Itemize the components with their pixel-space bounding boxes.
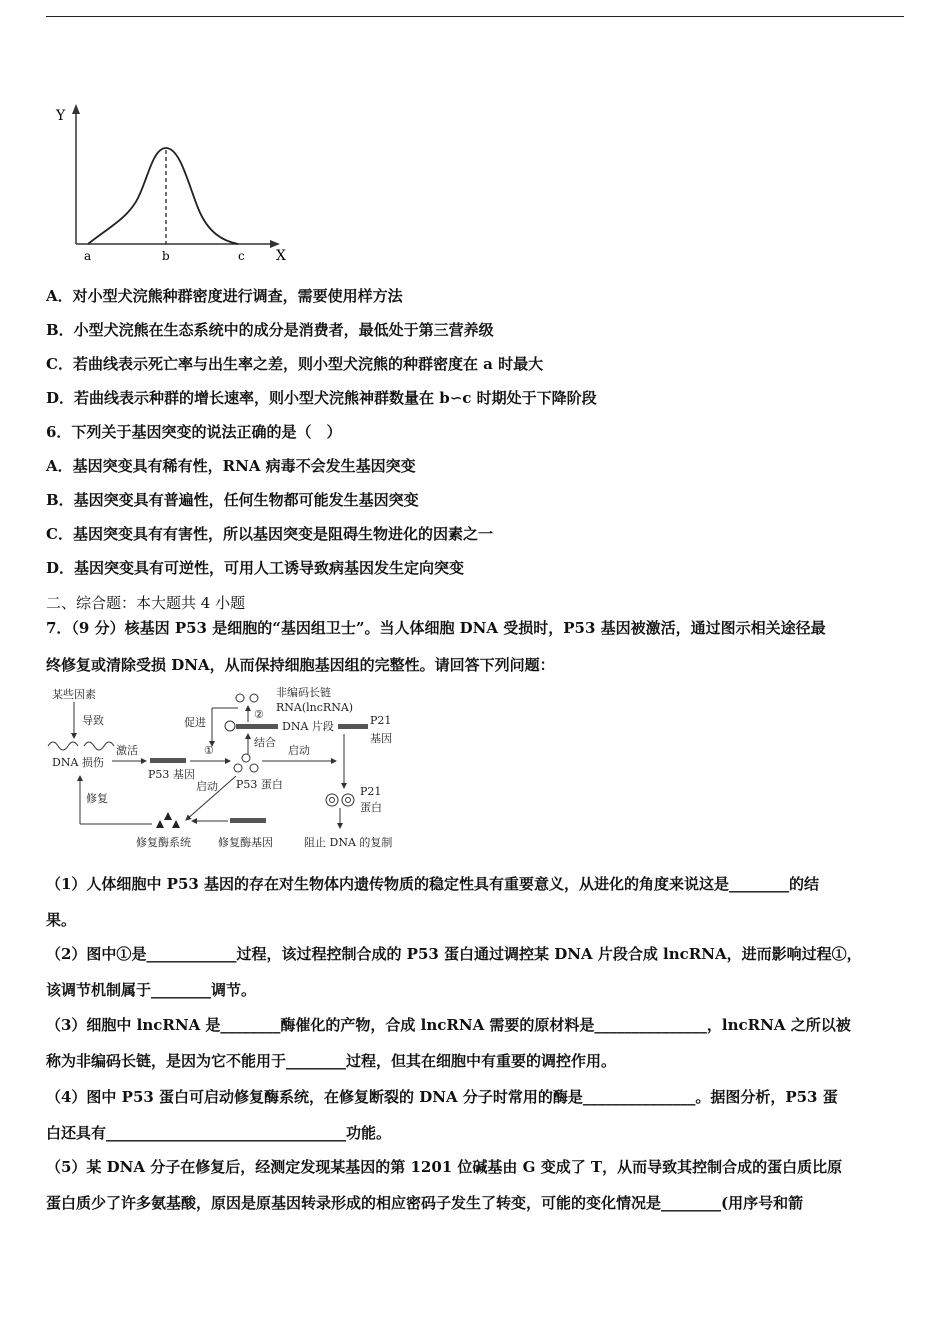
q7-sub2-line2: 该调节机制属于________调节。 — [46, 981, 257, 999]
top-rule — [46, 16, 904, 17]
diagram-p53-protein: P53 蛋白 — [236, 778, 283, 791]
diagram-promote: 促进 — [184, 716, 206, 729]
diagram-dna-damage: DNA 损伤 — [52, 756, 104, 769]
diagram-cause: 导致 — [82, 714, 104, 727]
q7-sub5-line2: 蛋白质少了许多氨基酸，原因是原基因转录形成的相应密码子发生了转变，可能的变化情况是________(用序号和箭 — [46, 1194, 804, 1212]
graph-point-c: c — [238, 249, 245, 263]
q7-stem-line2: 终修复或清除受损 DNA，从而保持细胞基因组的完整性。请回答下列问题： — [46, 656, 555, 674]
q7-sub2-line1: （2）图中①是____________过程，该过程控制合成的 P53 蛋白通过调控某 DNA 片段合成 lncRNA，进而影响过程①， — [46, 945, 862, 963]
p53-pathway-diagram — [44, 684, 424, 854]
diagram-repair: 修复 — [86, 792, 108, 805]
diagram-dna-fragment: DNA 片段 — [282, 720, 334, 733]
diagram-start2: 启动 — [288, 744, 310, 757]
q6-option-d: D．基因突变具有可逆性，可用人工诱导致病基因发生定向突变 — [46, 559, 465, 577]
q7-stem-line1: 7．（9 分）核基因 P53 是细胞的“基因组卫士”。当人体细胞 DNA 受损时，P53 基因被激活，通过图示相关途径最 — [46, 619, 826, 637]
diagram-step1: ① — [204, 744, 214, 757]
q6-option-a: A．基因突变具有稀有性，RNA 病毒不会发生基因突变 — [46, 457, 416, 475]
graph-x-label: X — [276, 248, 286, 264]
diagram-bind: 结合 — [254, 736, 276, 749]
diagram-p21-protein-1: P21 — [360, 785, 382, 798]
q6-option-c: C．基因突变具有有害性，所以基因突变是阻碍生物进化的因素之一 — [46, 525, 493, 543]
population-curve-graph — [48, 98, 298, 268]
q7-sub1-line2: 果。 — [46, 911, 77, 929]
q6-option-b: B．基因突变具有普遍性，任何生物都可能发生基因突变 — [46, 491, 419, 509]
diagram-block-dna: 阻止 DNA 的复制 — [304, 836, 393, 849]
q7-sub3-line2: 称为非编码长链，是因为它不能用于________过程，但其在细胞中有重要的调控作用。 — [46, 1052, 617, 1070]
q5-option-b: B．小型犬浣熊在生态系统中的成分是消费者，最低处于第三营养级 — [46, 321, 494, 339]
q7-sub5-line1: （5）某 DNA 分子在修复后，经测定发现某基因的第 1201 位碱基由 G 变成了 T，从而导致其控制合成的蛋白质比原 — [46, 1158, 843, 1176]
q7-sub4-line2: 白还具有________________________________功能。 — [46, 1124, 392, 1142]
diagram-step2: ② — [254, 708, 264, 721]
section-heading: 二、综合题：本大题共 4 小题 — [46, 594, 246, 612]
diagram-some-factors: 某些因素 — [52, 688, 96, 701]
diagram-repair-enzyme-gene: 修复酶基因 — [218, 836, 273, 849]
q7-sub1-line1: （1）人体细胞中 P53 基因的存在对生物体内遗传物质的稳定性具有重要意义，从进化的角度来说这是________的结 — [46, 875, 820, 893]
diagram-lncrna-line1: 非编码长链 — [276, 686, 331, 699]
q5-option-c: C．若曲线表示死亡率与出生率之差，则小型犬浣熊的种群密度在 a 时最大 — [46, 355, 544, 373]
graph-point-b: b — [162, 249, 170, 263]
q7-sub3-line1: （3）细胞中 lncRNA 是________酶催化的产物，合成 lncRNA 需要的原材料是_______________，lncRNA 之所以被 — [46, 1016, 851, 1034]
diagram-start1: 启动 — [196, 780, 218, 793]
q7-sub4-line1: （4）图中 P53 蛋白可启动修复酶系统，在修复断裂的 DNA 分子时常用的酶是_______________。据图分析，P53 蛋 — [46, 1088, 838, 1106]
diagram-p21-gene-1: P21 — [370, 714, 392, 727]
graph-point-a: a — [84, 249, 92, 263]
graph-y-label: Y — [56, 108, 66, 124]
diagram-repair-enzyme-system: 修复酶系统 — [136, 836, 191, 849]
diagram-p53-gene: P53 基因 — [148, 768, 195, 781]
diagram-lncrna-line2: RNA(lncRNA) — [276, 701, 354, 714]
diagram-p21-protein-2: 蛋白 — [360, 801, 382, 814]
diagram-activate: 激活 — [116, 744, 138, 757]
q6-stem: 6．下列关于基因突变的说法正确的是（ ） — [46, 423, 342, 441]
q5-option-a: A．对小型犬浣熊种群密度进行调查，需要使用样方法 — [46, 287, 403, 305]
q5-option-d: D．若曲线表示种群的增长速率，则小型犬浣熊神群数量在 b∽c 时期处于下降阶段 — [46, 389, 597, 407]
diagram-p21-gene-2: 基因 — [370, 732, 392, 745]
